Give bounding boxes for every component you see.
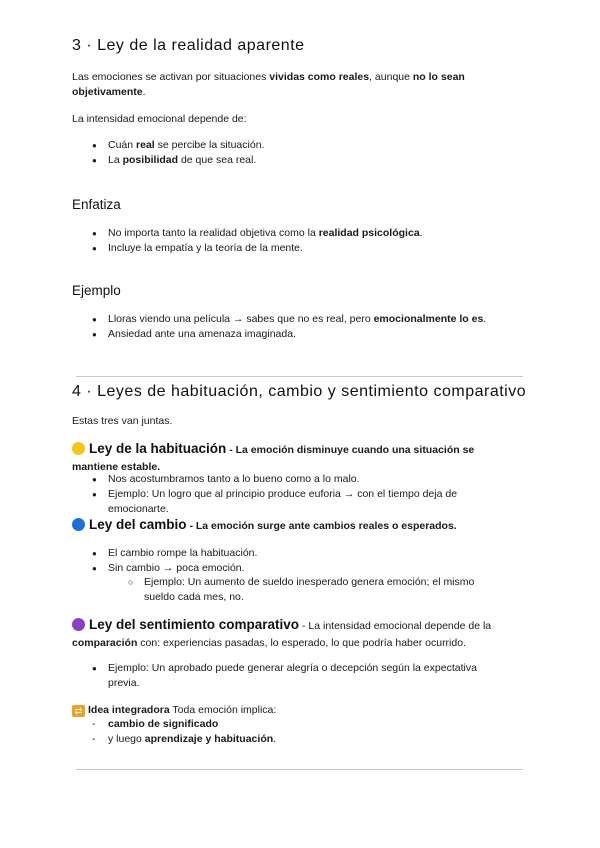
list-item: ● El cambio rompe la habituación.	[92, 546, 538, 561]
yellow-circle-icon	[72, 442, 85, 455]
enfatiza-heading: Enfatiza	[72, 197, 121, 212]
list-item: - cambio de significado	[92, 717, 218, 732]
list-item: ● Incluye la empatía y la teoría de la mente.	[92, 241, 538, 256]
list-item: ● La posibilidad de que sea real.	[92, 153, 538, 168]
section-4-intro: Estas tres van juntas.	[72, 415, 173, 427]
list-item: ● Ejemplo: Un aprobado puede generar alegría o decepción según la expectativa previa.	[92, 661, 538, 691]
blue-circle-icon	[72, 518, 85, 531]
list-item: ● No importa tanto la realidad objetiva como la realidad psicológica.	[92, 226, 538, 241]
section-3-title: 3 · Ley de la realidad aparente	[72, 37, 305, 54]
section-4-title: 4 · Leyes de habituación, cambio y sentimiento comparativo	[72, 383, 527, 400]
law-habituacion: Ley de la habituación - La emoción disminuye cuando una situación se mantiene estable.	[72, 441, 475, 473]
list-item: ● Ansiedad ante una amenaza imaginada.	[92, 327, 538, 342]
repeat-icon: ⇄	[72, 705, 85, 717]
ejemplo-heading: Ejemplo	[72, 283, 121, 298]
list-item: ● Nos acostumbramos tanto a lo bueno como a lo malo.	[92, 472, 538, 487]
intensity-text: La intensidad emocional depende de:	[72, 113, 247, 125]
list-item: ● Ejemplo: Un logro que al principio produce euforia → con el tiempo deja de emocionarte.	[92, 487, 538, 517]
list-item: ● Sin cambio → poca emoción.	[92, 561, 538, 576]
sub-list-item: ○ Ejemplo: Un aumento de sueldo inesperado genera emoción; el mismo sueldo cada mes, no.	[128, 575, 524, 605]
law-comparativo: Ley del sentimiento comparativo - La intensidad emocional depende de la comparación con: experiencias pasadas, lo esperado, lo que podría haber ocurrido.	[72, 617, 492, 649]
section-divider	[76, 376, 523, 377]
section-divider	[76, 769, 523, 770]
section-3-intro: Las emociones se activan por situaciones vividas como reales, aunque no lo sean objetivamente.	[72, 71, 465, 98]
law-cambio: Ley del cambio - La emoción surge ante cambios reales o esperados.	[72, 517, 522, 534]
purple-circle-icon	[72, 618, 85, 631]
list-item: ● Cuán real se percibe la situación.	[92, 138, 538, 153]
list-item: - y luego aprendizaje y habituación.	[92, 732, 276, 747]
list-item: ● Lloras viendo una película → sabes que no es real, pero emocionalmente lo es.	[92, 312, 538, 327]
idea-integradora: ⇄ Idea integradora Toda emoción implica:	[72, 703, 532, 718]
